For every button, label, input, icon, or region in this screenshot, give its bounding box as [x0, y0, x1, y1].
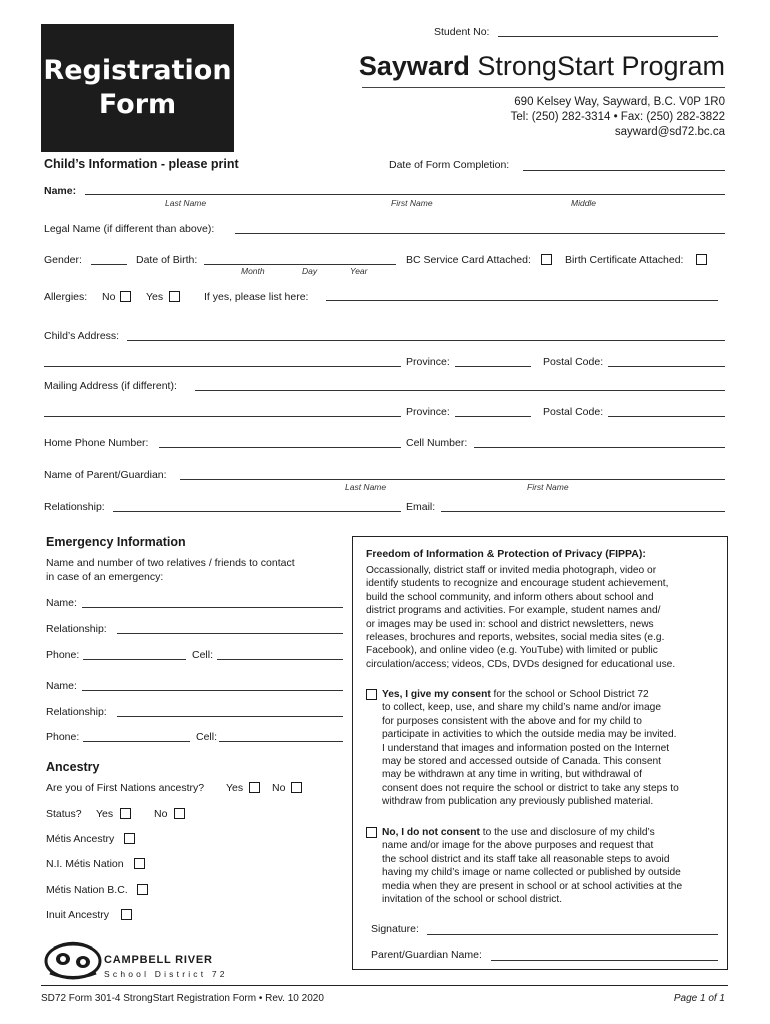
- child-address-field[interactable]: [127, 340, 725, 341]
- consent-yes-text: [382, 688, 679, 809]
- year-caption: Year: [350, 266, 368, 276]
- date-completion-field[interactable]: [523, 170, 725, 171]
- status-label: Status?: [46, 808, 82, 820]
- consent-yes-line: may be withdrawn at any time in writing, but withdrawal of: [382, 769, 642, 781]
- first-nations-no-checkbox[interactable]: [291, 782, 302, 793]
- fippa-body-line: circulation/access; videos, CDs, DVDs designed for educational use.: [366, 658, 676, 670]
- consent-yes-line: may be stored and accessed outside of Canada. This consent: [382, 756, 662, 768]
- cell-number-label: Cell Number:: [406, 437, 468, 449]
- footer-rule: [41, 985, 728, 986]
- consent-no-first-line: [382, 826, 682, 839]
- first-name-caption: First Name: [391, 198, 433, 208]
- first-nations-yes-label: Yes: [226, 782, 244, 794]
- emergency2-cell-field[interactable]: [219, 741, 343, 742]
- birth-cert-checkbox[interactable]: [696, 254, 707, 265]
- program-address: 690 Kelsey Way, Sayward, B.C. V0P 1R0: [514, 96, 725, 108]
- mailing-address-line2[interactable]: [44, 416, 401, 417]
- mailing-address-label: Mailing Address (if different):: [44, 380, 177, 392]
- district-logo-icon: [44, 940, 102, 980]
- fippa-body-line: Facebook), and online video (e.g. YouTube) with limited or public: [366, 645, 658, 657]
- parent-email-label: Email:: [406, 501, 436, 513]
- mailing-province-field[interactable]: [455, 416, 531, 417]
- emergency2-phone-field[interactable]: [83, 741, 190, 742]
- inuit-label: Inuit Ancestry: [46, 909, 110, 921]
- consent-yes-line: consent does not require the school or district to take any steps to: [382, 782, 679, 794]
- emergency2-relationship-label: Relationship:: [46, 706, 107, 718]
- program-title-bold: Sayward: [358, 51, 470, 81]
- consent-yes-first-line: [382, 688, 679, 701]
- parent-first-name-caption: First Name: [527, 482, 569, 492]
- allergies-list-field[interactable]: [326, 300, 718, 301]
- bc-card-label: BC Service Card Attached:: [406, 254, 531, 266]
- allergies-list-label: If yes, please list here:: [204, 291, 309, 303]
- date-completion-label: Date of Form Completion:: [389, 159, 510, 171]
- logo-district-name: CAMPBELL RIVER: [104, 954, 213, 966]
- metis-bc-label: Métis Nation B.C.: [46, 884, 128, 896]
- guardian-name-field[interactable]: [491, 960, 718, 961]
- consent-yes-checkbox[interactable]: [366, 689, 377, 700]
- first-nations-yes-checkbox[interactable]: [249, 782, 260, 793]
- parent-last-name-caption: Last Name: [345, 482, 387, 492]
- last-name-caption: Last Name: [165, 198, 207, 208]
- consent-no-line: the school district and its staff take all reasonable steps to avoid: [382, 853, 670, 865]
- parent-name-field[interactable]: [180, 479, 725, 480]
- form-title-block: [41, 24, 234, 152]
- emergency2-cell-label: Cell:: [196, 731, 218, 743]
- student-no-field[interactable]: [498, 36, 718, 37]
- middle-caption: Middle: [571, 198, 597, 208]
- parent-name-label: Name of Parent/Guardian:: [44, 469, 167, 481]
- mailing-postal-field[interactable]: [608, 416, 725, 417]
- metis-checkbox[interactable]: [124, 833, 135, 844]
- signature-field[interactable]: [427, 934, 718, 935]
- emergency2-name-field[interactable]: [82, 690, 343, 691]
- parent-relationship-label: Relationship:: [44, 501, 105, 513]
- metis-label: Métis Ancestry: [46, 833, 115, 845]
- province-label: Province:: [406, 356, 450, 368]
- emergency-intro-line2: in case of an emergency:: [46, 571, 164, 583]
- metis-bc-checkbox[interactable]: [137, 884, 148, 895]
- emergency1-phone-field[interactable]: [83, 659, 186, 660]
- fippa-heading: Freedom of Information & Protection of Privacy (FIPPA):: [366, 548, 646, 560]
- child-address-label: Child’s Address:: [44, 330, 120, 342]
- inuit-checkbox[interactable]: [121, 909, 132, 920]
- consent-no-text: [382, 826, 682, 906]
- fippa-body-line: district programs and activities. For example, student names and/: [366, 605, 661, 617]
- consent-no-line: media when they are present in school or at school activities at the: [382, 880, 683, 892]
- logo-district-sub: School District 72: [104, 969, 228, 979]
- legal-name-label: Legal Name (if different than above):: [44, 223, 215, 235]
- fippa-box: [352, 536, 728, 970]
- consent-no-line: having my child’s image or name collected or published by outside: [382, 867, 681, 879]
- mailing-address-field[interactable]: [195, 390, 725, 391]
- first-nations-no-label: No: [272, 782, 286, 794]
- cell-number-field[interactable]: [474, 447, 725, 448]
- fippa-body: [366, 564, 675, 671]
- dob-label: Date of Birth:: [136, 254, 198, 266]
- province-field[interactable]: [455, 366, 531, 367]
- emergency-heading: Emergency Information: [46, 535, 186, 549]
- guardian-name-label: Parent/Guardian Name:: [371, 949, 482, 961]
- status-yes-checkbox[interactable]: [120, 808, 131, 819]
- consent-no-line: name and/or image for the above purposes and request that: [382, 840, 654, 852]
- fippa-body-line: Occassionally, district staff or invited media photograph, video or: [366, 565, 657, 576]
- signature-label: Signature:: [371, 923, 419, 935]
- child-address-line2[interactable]: [44, 366, 401, 367]
- allergies-yes-label: Yes: [146, 291, 164, 303]
- emergency1-cell-label: Cell:: [192, 649, 214, 661]
- home-phone-label: Home Phone Number:: [44, 437, 149, 449]
- name-field[interactable]: [85, 194, 725, 195]
- emergency1-phone-label: Phone:: [46, 649, 80, 661]
- status-no-checkbox[interactable]: [174, 808, 185, 819]
- ancestry-heading: Ancestry: [46, 760, 100, 774]
- day-caption: Day: [302, 266, 318, 276]
- consent-no-rest: to the use and disclosure of my child’s: [479, 827, 655, 838]
- emergency1-cell-field[interactable]: [217, 659, 343, 660]
- birth-cert-label: Birth Certificate Attached:: [565, 254, 684, 266]
- ni-metis-label: N.I. Métis Nation: [46, 858, 124, 870]
- postal-label: Postal Code:: [543, 356, 604, 368]
- form-title-line1: Registration: [43, 55, 232, 86]
- allergies-yes-checkbox[interactable]: [169, 291, 180, 302]
- consent-yes-line: to collect, keep, use, and share my child’s name and/or image: [382, 702, 661, 714]
- emergency1-relationship-label: Relationship:: [46, 623, 107, 635]
- emergency1-name-field[interactable]: [82, 607, 343, 608]
- status-no-label: No: [154, 808, 168, 820]
- gender-field[interactable]: [91, 264, 127, 265]
- bc-card-checkbox[interactable]: [541, 254, 552, 265]
- consent-yes-rest: for the school or School District 72: [490, 689, 649, 700]
- program-tel-fax: Tel: (250) 282-3314 • Fax: (250) 282-3822: [510, 111, 725, 123]
- page-number: Page 1 of 1: [673, 993, 725, 1004]
- consent-no-line: invitation of the school or school district.: [382, 894, 563, 906]
- program-title: [359, 51, 725, 82]
- form-number: SD72 Form 301-4 StrongStart Registration Form • Rev. 10 2020: [41, 993, 324, 1004]
- gender-label: Gender:: [44, 254, 82, 266]
- mailing-province-label: Province:: [406, 406, 450, 418]
- parent-relationship-field[interactable]: [113, 511, 401, 512]
- emergency2-phone-label: Phone:: [46, 731, 80, 743]
- postal-field[interactable]: [608, 366, 725, 367]
- emergency1-relationship-field[interactable]: [117, 633, 343, 634]
- emergency1-name-label: Name:: [46, 597, 77, 609]
- child-info-heading: Child’s Information - please print: [44, 157, 239, 171]
- consent-yes-line: I understand that images and information posted on the Internet: [382, 742, 670, 754]
- home-phone-field[interactable]: [159, 447, 401, 448]
- fippa-body-line: or images may be used in: school and district newsletters, news: [366, 618, 654, 630]
- emergency2-name-label: Name:: [46, 680, 77, 692]
- program-email: sayward@sd72.bc.ca: [614, 126, 725, 138]
- status-yes-label: Yes: [96, 808, 114, 820]
- fippa-body-line: releases, brochures and reports, websites, social media sites (e.g.: [366, 632, 665, 644]
- consent-yes-line: participate in activities to which the outside media may be invited.: [382, 729, 677, 741]
- program-title-rest: StrongStart Program: [469, 51, 725, 81]
- allergies-no-checkbox[interactable]: [120, 291, 131, 302]
- month-caption: Month: [241, 266, 265, 276]
- first-nations-question: Are you of First Nations ancestry?: [46, 782, 205, 794]
- parent-email-field[interactable]: [441, 511, 725, 512]
- fippa-body-line: build the school community, and inform others about school and: [366, 591, 654, 603]
- consent-yes-line: withdraw from publication any previously published material.: [382, 796, 654, 808]
- fippa-body-line: identify students to recognize and encourage student achievement,: [366, 578, 669, 590]
- dob-field[interactable]: [204, 264, 396, 265]
- mailing-postal-label: Postal Code:: [543, 406, 604, 418]
- student-no-label: Student No:: [434, 26, 490, 38]
- allergies-no-label: No: [102, 291, 116, 303]
- legal-name-field[interactable]: [235, 233, 725, 234]
- consent-no-bold: No, I do not consent: [382, 827, 480, 838]
- ni-metis-checkbox[interactable]: [134, 858, 145, 869]
- consent-yes-bold: Yes, I give my consent: [382, 689, 491, 700]
- name-label: Name:: [44, 185, 77, 197]
- emergency-intro-line1: Name and number of two relatives / friends to contact: [46, 557, 295, 569]
- emergency2-relationship-field[interactable]: [117, 716, 343, 717]
- title-rule: [362, 87, 725, 88]
- form-title-line2: Form: [98, 89, 177, 120]
- consent-yes-line: for purposes consistent with the above and for my child to: [382, 715, 642, 727]
- allergies-label: Allergies:: [44, 291, 88, 303]
- consent-no-checkbox[interactable]: [366, 827, 377, 838]
